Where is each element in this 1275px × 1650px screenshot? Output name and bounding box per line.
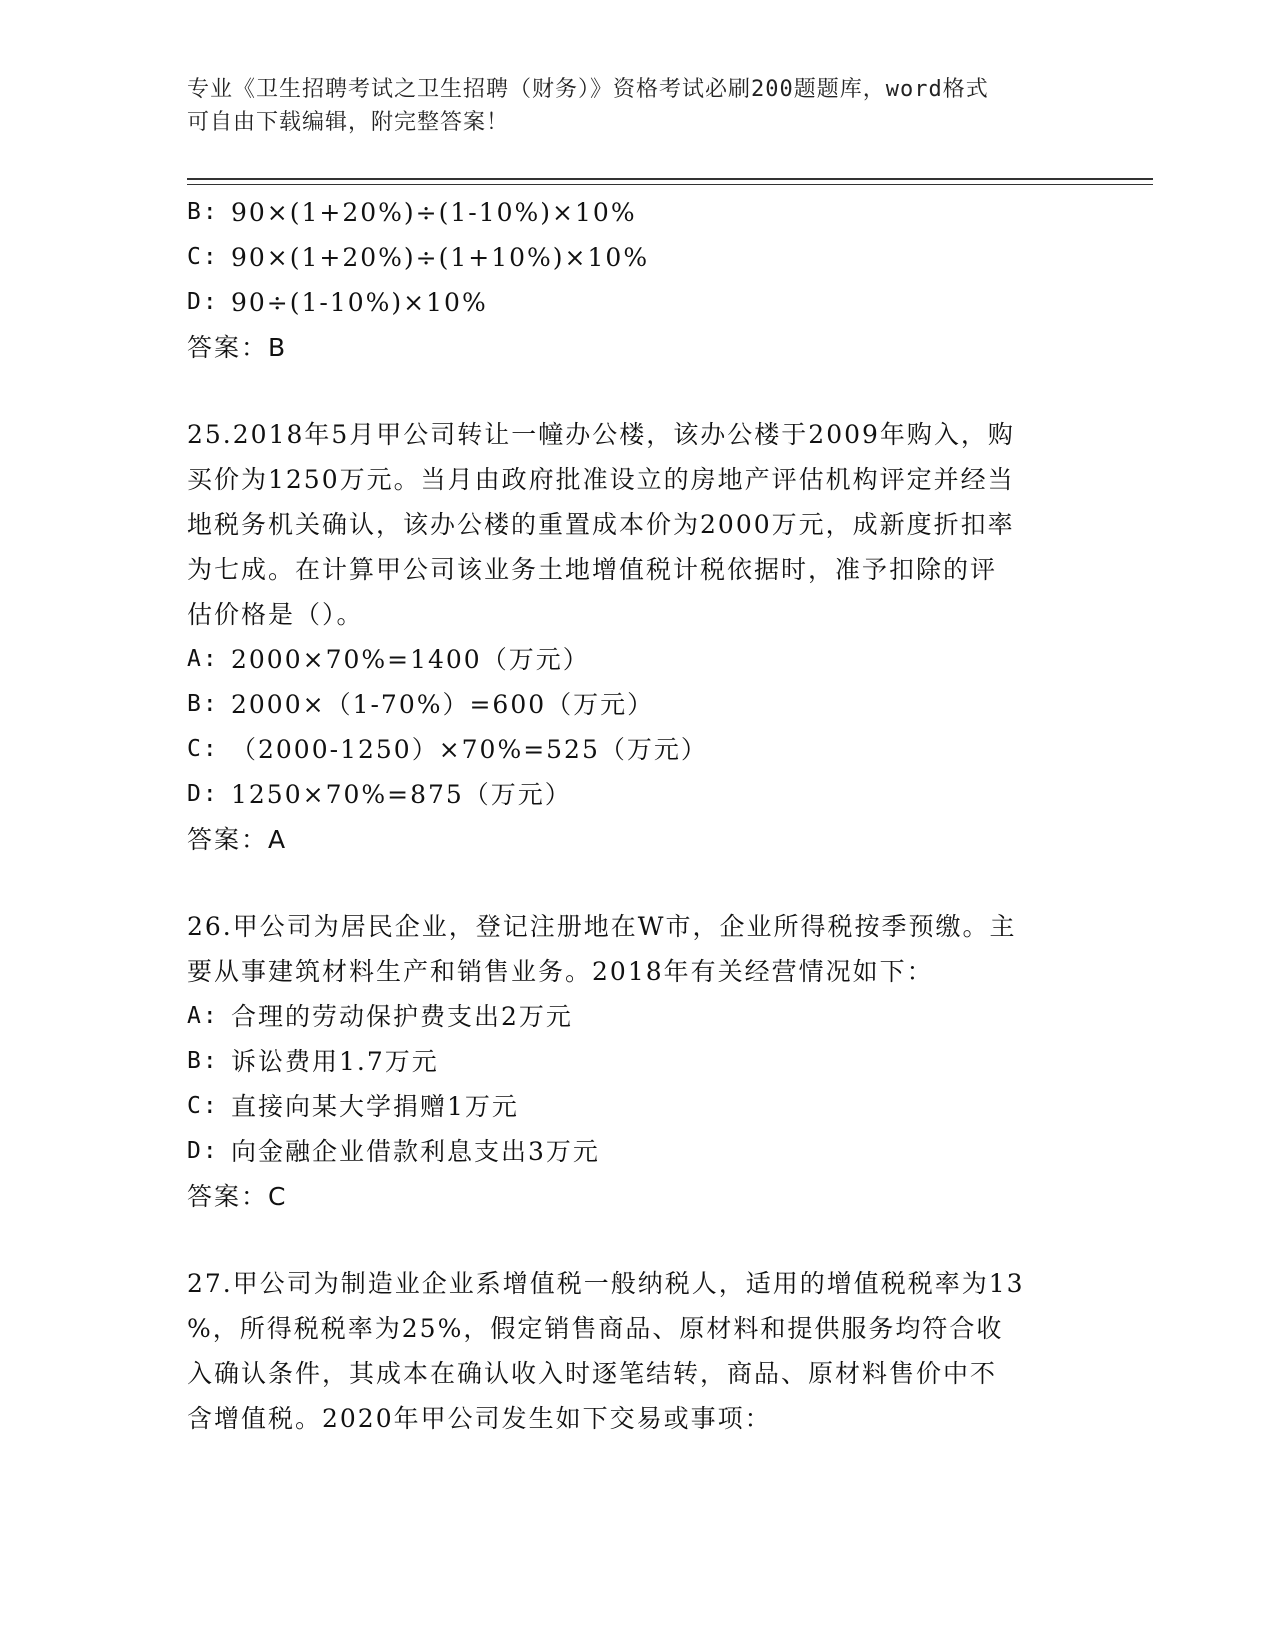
question-text-line: 估价格是（）。 (187, 600, 364, 629)
question-25 (187, 412, 1067, 862)
option-d (187, 1129, 1067, 1174)
option-c (187, 727, 1067, 772)
option-letter: B: (187, 1048, 219, 1074)
option-d (187, 280, 1067, 325)
question-26 (187, 904, 1067, 1219)
option-c (187, 235, 1067, 280)
page-header (187, 73, 1087, 139)
option-b (187, 682, 1067, 727)
option-text: 2000×70%=1400（万元） (231, 645, 590, 674)
option-text: 90÷(1-10%)×10% (231, 288, 488, 317)
option-a (187, 637, 1067, 682)
answer-line: 答案：A (187, 825, 288, 854)
header-divider-thick (187, 178, 1153, 180)
option-text: 诉讼费用1.7万元 (231, 1047, 439, 1076)
option-c (187, 1084, 1067, 1129)
option-text: 合理的劳动保护费支出2万元 (231, 1002, 573, 1031)
question-24-continued (187, 190, 1067, 370)
question-text-line: 入确认条件，其成本在确认收入时逐笔结转，商品、原材料售价中不 (187, 1359, 998, 1388)
option-letter: D: (187, 781, 219, 807)
header-title-line-2: 可自由下载编辑，附完整答案！ (187, 110, 510, 135)
option-letter: B: (187, 691, 219, 717)
question-text-line: 25.2018年5月甲公司转让一幢办公楼，该办公楼于2009年购入，购 (187, 420, 1015, 449)
header-divider-thin (187, 184, 1153, 185)
option-b (187, 1039, 1067, 1084)
question-text-line: 27.甲公司为制造业企业系增值税一般纳税人，适用的增值税税率为13 (187, 1269, 1025, 1298)
question-text-line: 买价为1250万元。当月由政府批准设立的房地产评估机构评定并经当 (187, 465, 1015, 494)
question-text-line: 含增值税。2020年甲公司发生如下交易或事项： (187, 1404, 772, 1433)
option-text: 直接向某大学捐赠1万元 (231, 1092, 519, 1121)
question-text-line: 要从事建筑材料生产和销售业务。2018年有关经营情况如下： (187, 957, 934, 986)
option-text: 2000×（1-70%）=600（万元） (231, 690, 655, 719)
option-d (187, 772, 1067, 817)
option-letter: A: (187, 1003, 219, 1029)
option-letter: C: (187, 736, 219, 762)
option-letter: D: (187, 289, 219, 315)
question-27 (187, 1261, 1067, 1441)
option-a (187, 994, 1067, 1039)
option-letter: C: (187, 244, 219, 270)
answer-line: 答案：C (187, 1182, 288, 1211)
answer-line: 答案：B (187, 333, 288, 362)
option-text: 向金融企业借款利息支出3万元 (231, 1137, 600, 1166)
option-letter: B: (187, 199, 219, 225)
question-text-line: 地税务机关确认，该办公楼的重置成本价为2000万元，成新度折扣率 (187, 510, 1015, 539)
page-content (187, 190, 1067, 1441)
question-text-line: 为七成。在计算甲公司该业务土地增值税计税依据时，准予扣除的评 (187, 555, 998, 584)
option-b (187, 190, 1067, 235)
option-text: （2000-1250）×70%=525（万元） (231, 735, 708, 764)
option-text: 90×(1+20%)÷(1+10%)×10% (231, 243, 650, 272)
option-letter: A: (187, 646, 219, 672)
option-text: 1250×70%=875（万元） (231, 780, 572, 809)
question-text-line: %，所得税税率为25%，假定销售商品、原材料和提供服务均符合收 (187, 1314, 1004, 1343)
option-letter: D: (187, 1138, 219, 1164)
option-letter: C: (187, 1093, 219, 1119)
question-text-line: 26.甲公司为居民企业，登记注册地在W市，企业所得税按季预缴。主 (187, 912, 1017, 941)
option-text: 90×(1+20%)÷(1-10%)×10% (231, 198, 637, 227)
header-title-line-1: 专业《卫生招聘考试之卫生招聘（财务）》资格考试必刷200题题库，word格式 (187, 77, 989, 102)
